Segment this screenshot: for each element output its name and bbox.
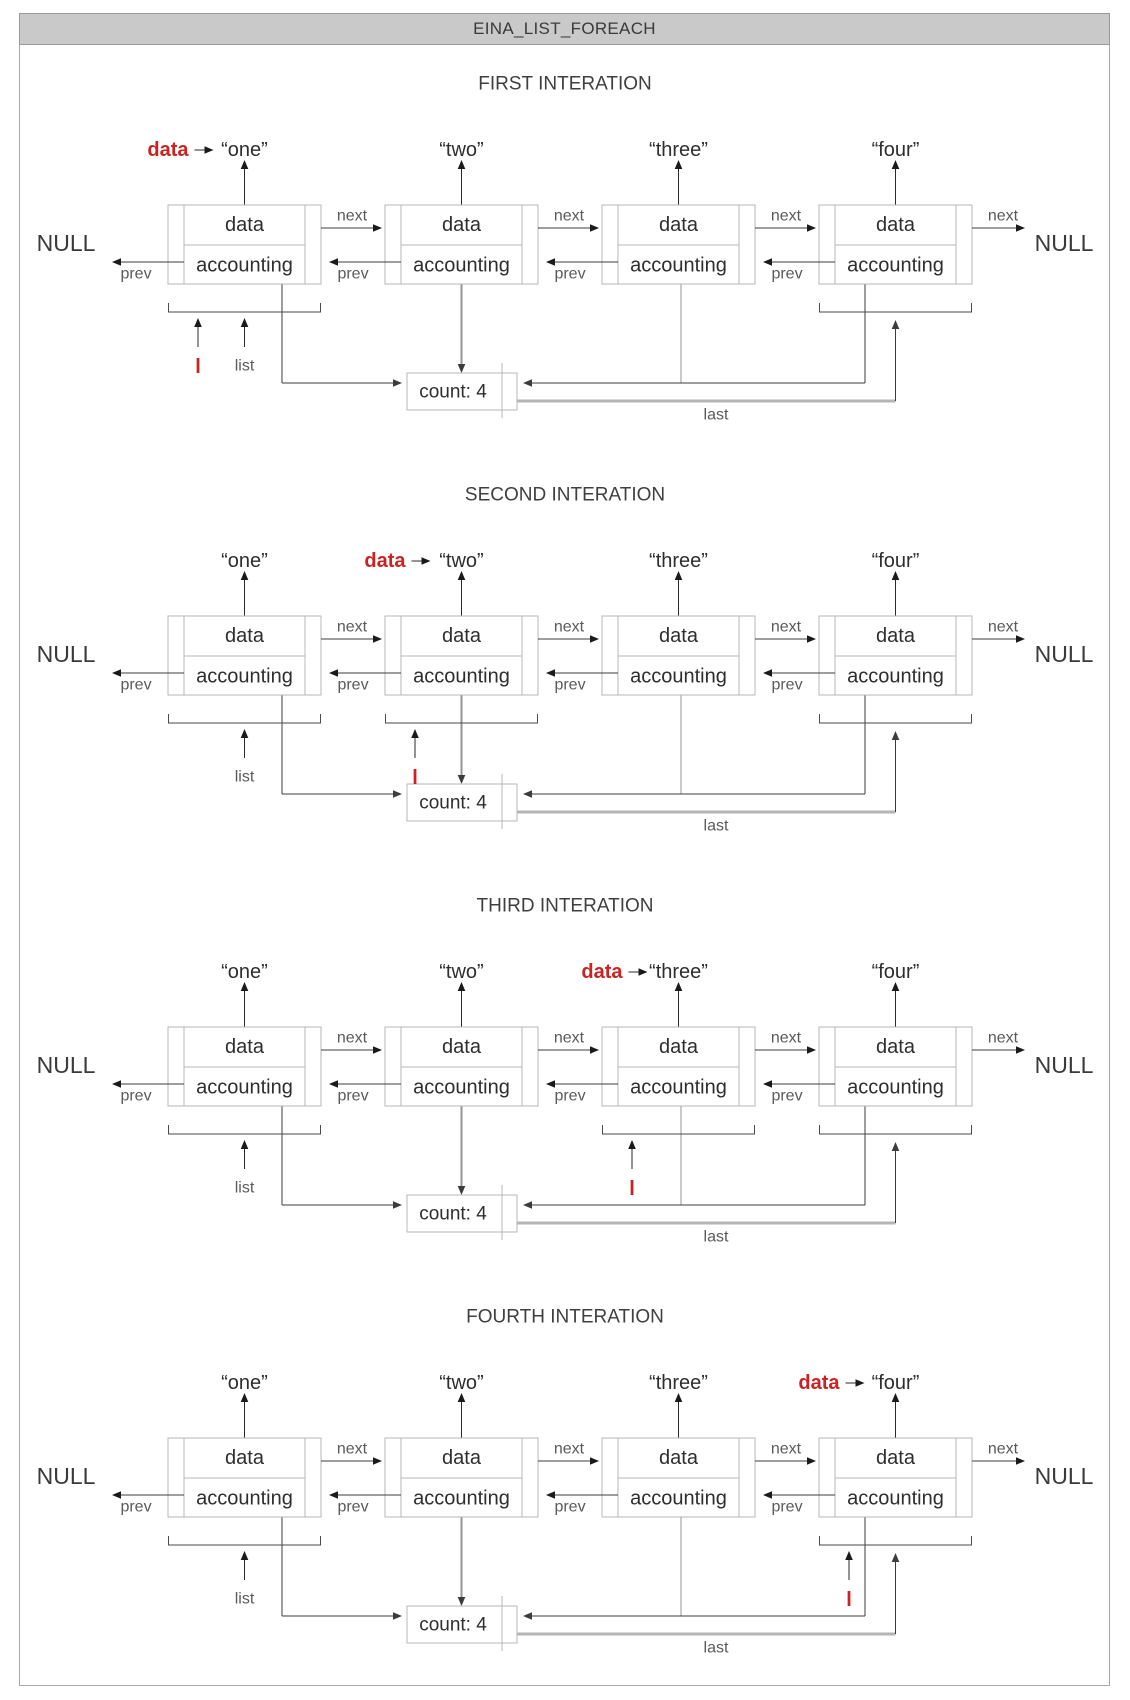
next-label: next (770, 1440, 802, 1458)
count-value: count: 4 (419, 381, 487, 403)
next-arrowhead (373, 635, 382, 643)
list-node-bracket (820, 714, 972, 723)
next-label: next (770, 1029, 802, 1047)
list-label: list (234, 1590, 255, 1608)
prev-label: prev (337, 676, 369, 694)
iterator-arrowhead (628, 1140, 636, 1149)
next-label: next (987, 1440, 1019, 1458)
node-value-label: “four” (871, 1372, 920, 1394)
prev-label: prev (771, 676, 803, 694)
null-label-left: NULL (36, 1052, 96, 1078)
node-accounting-field: accounting (413, 254, 510, 277)
prev-label: prev (120, 1087, 152, 1105)
last-label: last (703, 1639, 729, 1657)
count-value: count: 4 (419, 1203, 487, 1225)
next-label: next (336, 1440, 368, 1458)
list-node-bracket (169, 1125, 321, 1134)
node-accounting-field: accounting (413, 665, 510, 688)
iterator-arrowhead (845, 1551, 853, 1560)
node-data-field: data (442, 214, 481, 236)
list-node-bracket (169, 1536, 321, 1545)
prev-label: prev (554, 1498, 586, 1516)
list-arrowhead (241, 1140, 249, 1149)
next-arrowhead (1016, 1046, 1025, 1054)
next-label: next (770, 618, 802, 636)
node-value-label: “three” (649, 961, 708, 983)
node-data-field: data (659, 625, 698, 647)
node-accounting-field: accounting (847, 254, 944, 277)
list-node-bracket (820, 303, 972, 312)
node-data-field: data (659, 1036, 698, 1058)
list-node-bracket (603, 1125, 755, 1134)
node-label-arrowhead (675, 982, 683, 991)
next-arrowhead (807, 635, 816, 643)
prev-label: prev (554, 676, 586, 694)
node2-down-arrowhead (458, 1597, 466, 1606)
node-label-arrowhead (892, 571, 900, 580)
prev-label: prev (120, 1498, 152, 1516)
node-value-label: “four” (871, 550, 920, 572)
prev-label: prev (771, 1498, 803, 1516)
node-value-label: “four” (871, 139, 920, 161)
node-value-label: “three” (649, 1372, 708, 1394)
list-node-bracket (169, 303, 321, 312)
node2-down-arrowhead (458, 364, 466, 373)
next-label: next (987, 207, 1019, 225)
next-label: next (336, 618, 368, 636)
data-pointer-arrowhead (205, 146, 214, 154)
next-label: next (336, 1029, 368, 1047)
iterator-label: l (846, 1589, 852, 1611)
prev-label: prev (554, 265, 586, 283)
last-arrowhead (892, 731, 900, 740)
prev-label: prev (337, 265, 369, 283)
null-label-left: NULL (36, 230, 96, 256)
node-value-label: “one” (221, 1372, 268, 1394)
iteration-second-diagram (0, 475, 1130, 853)
list-into-count-arrowhead (393, 790, 402, 798)
next-arrowhead (373, 224, 382, 232)
next-arrowhead (1016, 224, 1025, 232)
node-label-arrowhead (458, 982, 466, 991)
iterator-arrowhead (411, 729, 419, 738)
null-label-left: NULL (36, 1463, 96, 1489)
last-arrowhead (892, 1142, 900, 1151)
data-pointer-arrowhead (422, 557, 431, 565)
node-value-label: “two” (439, 139, 484, 161)
node-label-arrowhead (241, 571, 249, 580)
null-label-right: NULL (1034, 641, 1094, 667)
iteration-title: FOURTH INTERATION (466, 1306, 664, 1328)
prev-label: prev (120, 265, 152, 283)
node-accounting-field: accounting (847, 1487, 944, 1510)
list-node-bracket (820, 1536, 972, 1545)
page-title: EINA_LIST_FOREACH (473, 19, 656, 38)
node-label-arrowhead (241, 160, 249, 169)
next-label: next (553, 1440, 585, 1458)
iteration-title: FIRST INTERATION (478, 73, 652, 95)
null-label-left: NULL (36, 641, 96, 667)
prev-label: prev (120, 676, 152, 694)
last-arrowhead (892, 1553, 900, 1562)
node-label-arrowhead (892, 1393, 900, 1402)
prev-label: prev (337, 1498, 369, 1516)
node-value-label: “two” (439, 550, 484, 572)
node-label-arrowhead (241, 982, 249, 991)
node-label-arrowhead (892, 982, 900, 991)
node-label-arrowhead (675, 1393, 683, 1402)
iterator-label: l (629, 1178, 635, 1200)
data-pointer-label: data (798, 1372, 840, 1394)
node2-down-arrowhead (458, 1186, 466, 1195)
node-value-label: “one” (221, 961, 268, 983)
iteration-third (0, 886, 1130, 1266)
node-data-field: data (659, 214, 698, 236)
node-accounting-field: accounting (847, 665, 944, 688)
next-arrowhead (1016, 1457, 1025, 1465)
node-data-field: data (225, 214, 264, 236)
node-accounting-field: accounting (413, 1487, 510, 1510)
prev-label: prev (337, 1087, 369, 1105)
data-pointer-arrowhead (639, 968, 648, 976)
collector-into-count-arrowhead (523, 1201, 532, 1209)
node-data-field: data (225, 625, 264, 647)
node-value-label: “three” (649, 550, 708, 572)
next-arrowhead (807, 1046, 816, 1054)
next-label: next (553, 618, 585, 636)
list-node-bracket (820, 1125, 972, 1134)
next-label: next (553, 207, 585, 225)
next-label: next (987, 1029, 1019, 1047)
iteration-fourth (0, 1297, 1130, 1677)
node2-down-arrowhead (458, 775, 466, 784)
last-label: last (703, 406, 729, 424)
node-accounting-field: accounting (413, 1076, 510, 1099)
prev-label: prev (771, 1087, 803, 1105)
node-label-arrowhead (458, 160, 466, 169)
next-arrowhead (590, 224, 599, 232)
node-data-field: data (876, 625, 915, 647)
node-accounting-field: accounting (630, 1076, 727, 1099)
next-arrowhead (1016, 635, 1025, 643)
node-value-label: “one” (221, 139, 268, 161)
node-label-arrowhead (241, 1393, 249, 1402)
iteration-first (0, 64, 1130, 444)
count-value: count: 4 (419, 792, 487, 814)
list-label: list (234, 768, 255, 786)
data-pointer-label: data (364, 550, 406, 572)
iteration-fourth-diagram (0, 1297, 1130, 1675)
node-accounting-field: accounting (847, 1076, 944, 1099)
node-data-field: data (876, 1447, 915, 1469)
node-accounting-field: accounting (630, 665, 727, 688)
next-label: next (336, 207, 368, 225)
node-label-arrowhead (675, 160, 683, 169)
data-pointer-label: data (581, 961, 623, 983)
iteration-title: SECOND INTERATION (464, 484, 666, 506)
list-into-count-arrowhead (393, 379, 402, 387)
last-label: last (703, 1228, 729, 1246)
list-arrowhead (241, 318, 249, 327)
prev-label: prev (771, 265, 803, 283)
node-data-field: data (442, 625, 481, 647)
list-label: list (234, 1179, 255, 1197)
node-accounting-field: accounting (630, 1487, 727, 1510)
node-accounting-field: accounting (196, 1076, 293, 1099)
node-accounting-field: accounting (196, 254, 293, 277)
next-label: next (553, 1029, 585, 1047)
list-node-bracket (169, 714, 321, 723)
next-arrowhead (590, 1457, 599, 1465)
list-into-count-arrowhead (393, 1612, 402, 1620)
collector-into-count-arrowhead (523, 379, 532, 387)
last-label: last (703, 817, 729, 835)
node-data-field: data (876, 1036, 915, 1058)
iteration-title: THIRD INTERATION (476, 895, 654, 917)
count-value: count: 4 (419, 1614, 487, 1636)
data-pointer-label: data (147, 139, 189, 161)
node-label-arrowhead (458, 571, 466, 580)
next-arrowhead (807, 1457, 816, 1465)
node-accounting-field: accounting (196, 1487, 293, 1510)
node-value-label: “two” (439, 961, 484, 983)
node-data-field: data (659, 1447, 698, 1469)
null-label-right: NULL (1034, 1052, 1094, 1078)
node-label-arrowhead (675, 571, 683, 580)
collector-into-count-arrowhead (523, 1612, 532, 1620)
node-label-arrowhead (458, 1393, 466, 1402)
node-label-arrowhead (892, 160, 900, 169)
collector-into-count-arrowhead (523, 790, 532, 798)
node-accounting-field: accounting (196, 665, 293, 688)
node-value-label: “one” (221, 550, 268, 572)
data-pointer-arrowhead (856, 1379, 865, 1387)
next-arrowhead (373, 1046, 382, 1054)
node-value-label: “two” (439, 1372, 484, 1394)
node-data-field: data (225, 1447, 264, 1469)
node-data-field: data (442, 1036, 481, 1058)
node-accounting-field: accounting (630, 254, 727, 277)
next-arrowhead (373, 1457, 382, 1465)
iteration-third-diagram (0, 886, 1130, 1264)
list-arrowhead (241, 1551, 249, 1560)
node-value-label: “four” (871, 961, 920, 983)
next-label: next (987, 618, 1019, 636)
node-value-label: “three” (649, 139, 708, 161)
prev-label: prev (554, 1087, 586, 1105)
iteration-second (0, 475, 1130, 855)
iterator-label: l (195, 356, 201, 378)
list-label: list (234, 357, 255, 375)
list-arrowhead (241, 729, 249, 738)
iterator-arrowhead (194, 318, 202, 327)
next-arrowhead (590, 1046, 599, 1054)
node-data-field: data (225, 1036, 264, 1058)
title-bar (19, 13, 1110, 45)
null-label-right: NULL (1034, 230, 1094, 256)
null-label-right: NULL (1034, 1463, 1094, 1489)
iterator-label: l (412, 767, 418, 789)
last-arrowhead (892, 320, 900, 329)
next-label: next (770, 207, 802, 225)
next-arrowhead (590, 635, 599, 643)
node-data-field: data (876, 214, 915, 236)
list-into-count-arrowhead (393, 1201, 402, 1209)
node-data-field: data (442, 1447, 481, 1469)
iteration-first-diagram (0, 64, 1130, 442)
next-arrowhead (807, 224, 816, 232)
